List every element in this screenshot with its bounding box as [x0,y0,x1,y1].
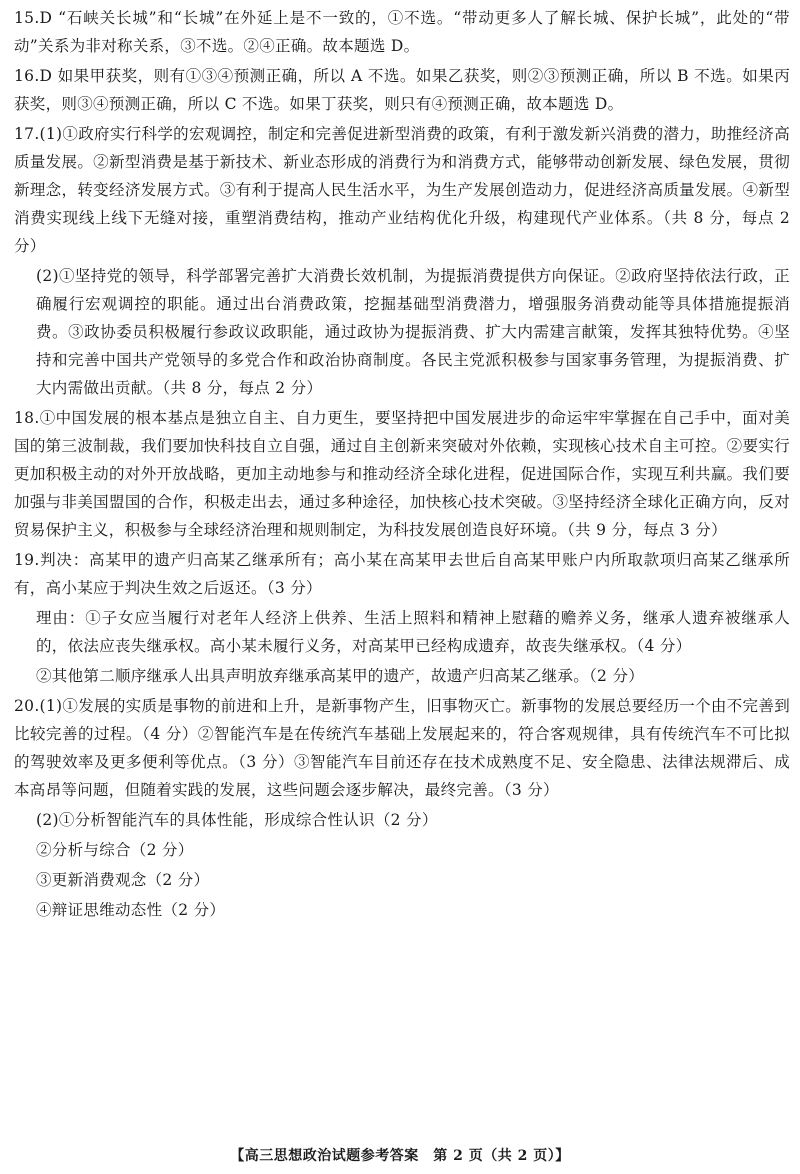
answer-20-part-2-point-2: ②分析与综合（2 分） [36,841,194,859]
answer-20-part-1: 20.(1)①发展的实质是事物的前进和上升，是新事物产生，旧事物灭亡。新事物的发展总要经历一个由不完善到比较完善的过程。（4 分）②智能汽车是在传统汽车基础上发展起来的，符合客观规律，具有传统汽车不可比拟的驾驶效率及更多便利等优点。（3 分）③智能汽车目前还存在技术成熟度不足、安全隐患、法律法规滞后、成本高昂等问题，但随着实践的发展，这些问题会逐步解决，最终完善。（3 分） [14,697,790,799]
answer-16: 16.D 如果甲获奖，则有①③④预测正确，所以 A 不选。如果乙获奖，则②③预测正确，所以 B 不选。如果丙获奖，则③④预测正确，所以 C 不选。如果丁获奖，则只有④预测正确，故本题选 D。 [14,67,790,113]
answer-20-part-2-point-1: (2)①分析智能汽车的具体性能，形成综合性认识（2 分） [36,811,438,829]
answer-15: 15.D “石峡关长城”和“长城”在外延上是不一致的，①不选。“带动更多人了解长城、保护长城”，此处的“带动”关系为非对称关系，③不选。②④正确。故本题选 D。 [14,9,790,55]
answer-19-reason-1: 理由：①子女应当履行对老年人经济上供养、生活上照料和精神上慰藉的赡养义务，继承人遗弃被继承人的，依法应丧失继承权。高小某未履行义务，对高某甲已经构成遗弃，故丧失继承权。（4 分） [36,609,790,655]
answer-19-reason-2: ②其他第二顺序继承人出具声明放弃继承高某甲的遗产，故遗产归高某乙继承。（2 分） [36,667,645,685]
answer-19-verdict: 19.判决：高某甲的遗产归高某乙继承所有；高小某在高某甲去世后自高某甲账户内所取款项归高某乙继承所有，高小某应于判决生效之后返还。（3 分） [14,551,790,597]
answer-18: 18.①中国发展的根本基点是独立自主、自力更生，要坚持把中国发展进步的命运牢牢掌握在自己手中，面对美国的第三波制裁，我们要加快科技自立自强，通过自主创新来突破对外依赖，实现核心技术自主可控。②要实行更加积极主动的对外开放战略，更加主动地参与和推动经济全球化进程，促进国际合作，实现互利共赢。我们要加强与非美国盟国的合作，积极走出去，通过多种途径，加快核心技术突破。③坚持经济全球化正确方向，反对贸易保护主义，积极参与全球经济治理和规则制定，为科技发展创造良好环境。（共 9 分，每点 3 分） [14,409,790,539]
answer-17-part-1: 17.(1)①政府实行科学的宏观调控，制定和完善促进新型消费的政策，有利于激发新兴消费的潜力，助推经济高质量发展。②新型消费是基于新技术、新业态形成的消费行为和消费方式，能够带动创新发展、绿色发展，贯彻新理念，转变经济发展方式。③有利于提高人民生活水平，为生产发展创造动力，促进经济高质量发展。④新型消费实现线上线下无缝对接，重塑消费结构，推动产业结构优化升级，构建现代产业体系。（共 8 分，每点 2 分） [14,125,790,255]
answer-20-part-2-point-4: ④辩证思维动态性（2 分） [36,901,226,919]
answer-17-part-2: (2)①坚持党的领导，科学部署完善扩大消费长效机制，为提振消费提供方向保证。②政府坚持依法行政，正确履行宏观调控的职能。通过出台消费政策，挖掘基础型消费潜力，增强服务消费动能等具体措施提振消费。③政协委员积极履行参政议政职能，通过政协为提振消费、扩大内需建言献策，发挥其独特优势。④坚持和完善中国共产党领导的多党合作和政治协商制度。各民主党派积极参与国家事务管理，为提振消费、扩大内需做出贡献。（共 8 分，每点 2 分） [36,267,790,397]
answer-list [14,4,790,926]
answer-20-part-2-point-3: ③更新消费观念（2 分） [36,871,210,889]
page-footer: 【高三思想政治试题参考答案 第 2 页（共 2 页）】 [230,1148,570,1164]
